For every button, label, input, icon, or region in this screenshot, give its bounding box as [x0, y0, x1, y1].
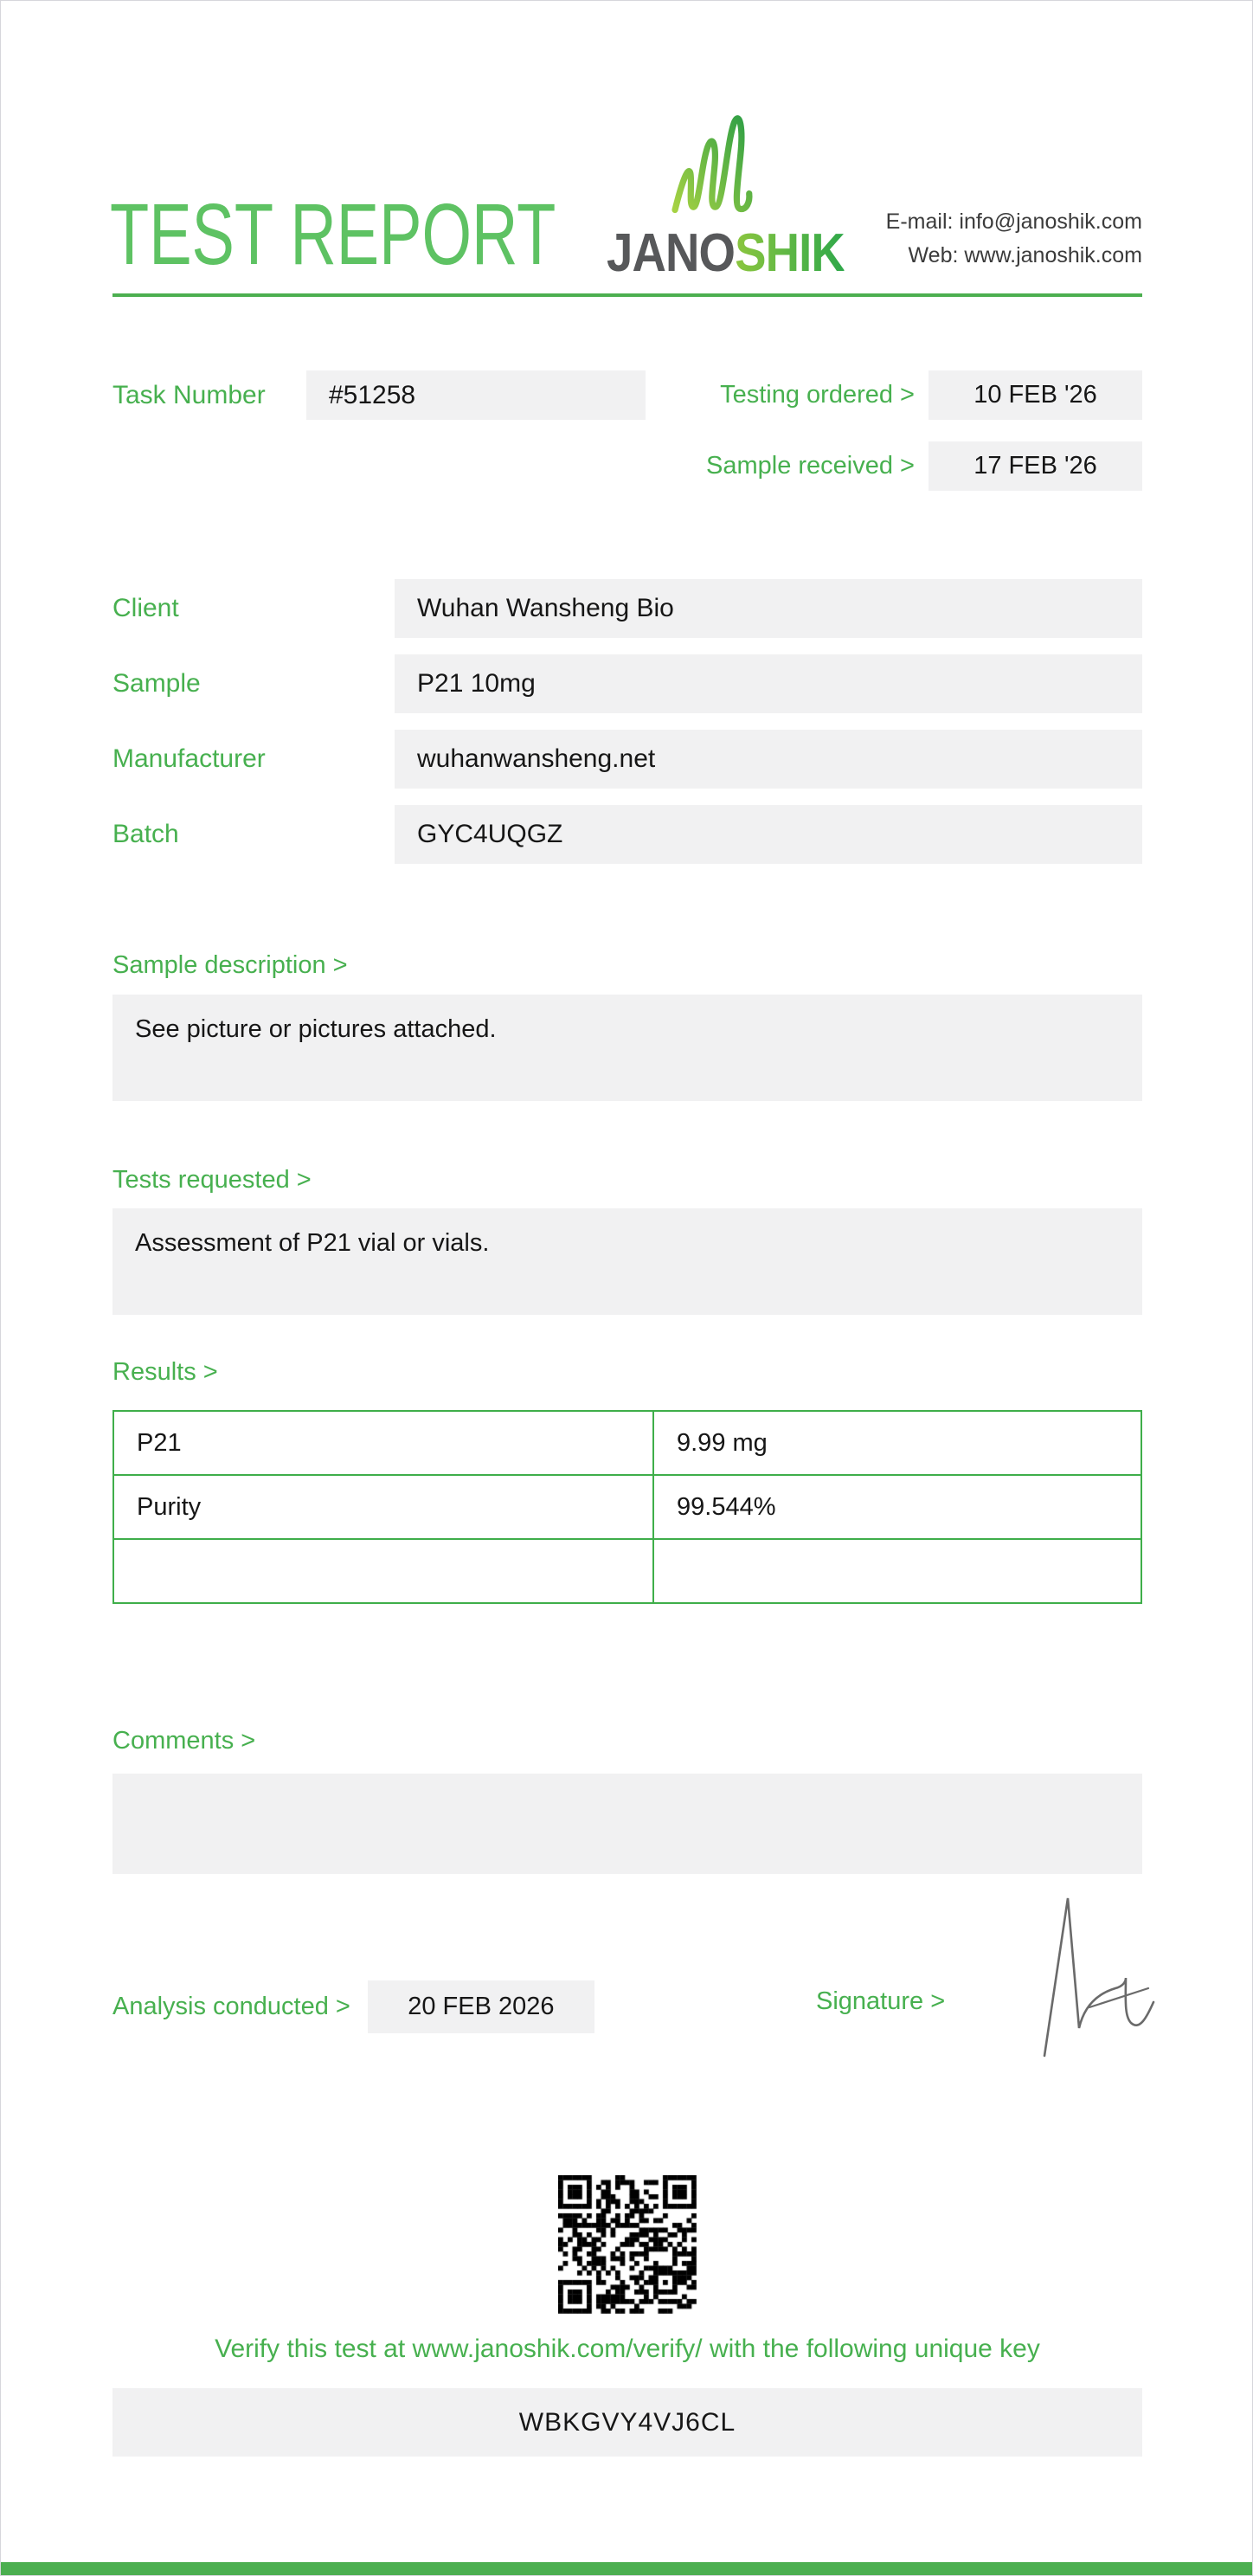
report-title: TEST REPORT: [110, 186, 556, 283]
batch-row: [112, 805, 1142, 864]
comments-box: [112, 1774, 1142, 1874]
analysis-row: [112, 1980, 594, 2033]
client-value: Wuhan Wansheng Bio: [395, 579, 1142, 638]
result-name-cell: Purity: [113, 1475, 653, 1539]
result-value-cell: 9.99 mg: [653, 1411, 1141, 1475]
signature-label: Signature >: [816, 1987, 946, 2015]
client-label: Client: [112, 594, 179, 622]
contact-email: E-mail: info@janoshik.com: [885, 209, 1142, 234]
header-divider: [112, 293, 1142, 297]
sample-value: P21 10mg: [395, 654, 1142, 713]
logo-jano: JANO: [607, 223, 736, 283]
logo-text: [607, 222, 845, 284]
client-row: [112, 579, 1142, 638]
results-row: [113, 1411, 1141, 1475]
sample-label: Sample: [112, 669, 201, 698]
sample-row: [112, 654, 1142, 713]
task-row: [112, 370, 1142, 420]
testing-ordered-value: 10 FEB '26: [929, 370, 1142, 420]
tests-requested-box: Assessment of P21 vial or vials.: [112, 1208, 1142, 1315]
batch-value: GYC4UQGZ: [395, 805, 1142, 864]
sample-description-box: See picture or pictures attached.: [112, 995, 1142, 1101]
result-value-cell: [653, 1539, 1141, 1603]
logo-mark-icon: [669, 112, 766, 227]
manufacturer-row: [112, 730, 1142, 789]
sample-description-label: Sample description >: [112, 951, 348, 979]
sample-received-label: Sample received >: [706, 452, 915, 480]
signature-image: [1032, 1890, 1160, 2067]
manufacturer-label: Manufacturer: [112, 744, 266, 773]
tests-requested-label: Tests requested >: [112, 1166, 312, 1194]
contact-block: [886, 205, 1142, 273]
received-row: [112, 441, 1142, 491]
results-table: [112, 1410, 1142, 1604]
analysis-date-value: 20 FEB 2026: [368, 1980, 594, 2033]
comments-label: Comments >: [112, 1727, 256, 1755]
verify-key-box: WBKGVY4VJ6CL: [112, 2388, 1142, 2457]
result-value-cell: 99.544%: [653, 1475, 1141, 1539]
results-row: [113, 1475, 1141, 1539]
qr-code: [558, 2175, 697, 2314]
results-label: Results >: [112, 1358, 218, 1386]
results-row: [113, 1539, 1141, 1603]
result-name-cell: P21: [113, 1411, 653, 1475]
footer-bar: [1, 2562, 1252, 2575]
task-number-label: Task Number: [112, 381, 266, 409]
analysis-conducted-label: Analysis conducted >: [112, 1993, 350, 2020]
batch-label: Batch: [112, 820, 179, 848]
testing-ordered-label: Testing ordered >: [720, 381, 915, 409]
logo-shik: SHIK: [735, 223, 845, 283]
verify-message: Verify this test at www.janoshik.com/verify/ with the following unique key: [215, 2334, 1040, 2363]
client-fields: [112, 579, 1142, 880]
task-number-value: #51258: [306, 370, 646, 420]
result-name-cell: [113, 1539, 653, 1603]
manufacturer-value: wuhanwansheng.net: [395, 730, 1142, 789]
contact-web: Web: www.janoshik.com: [908, 243, 1142, 267]
sample-received-value: 17 FEB '26: [929, 441, 1142, 491]
spacer: [646, 370, 720, 420]
